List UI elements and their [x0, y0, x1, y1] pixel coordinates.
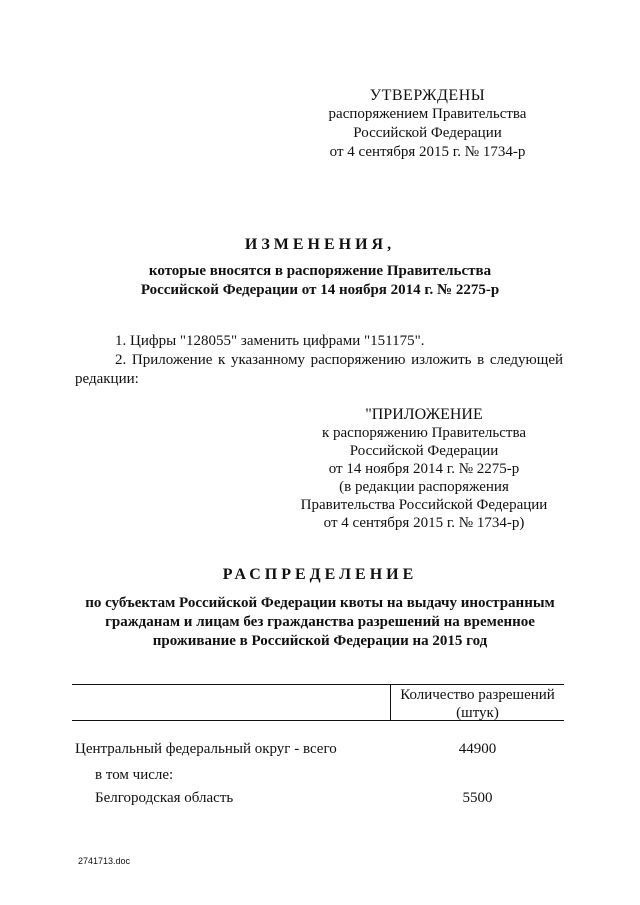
table-row-value: 44900: [458, 741, 497, 757]
table-top-border: [72, 684, 564, 685]
changes-subtitle: [80, 262, 560, 300]
appendix-line-4: (в редакции распоряжения: [339, 479, 509, 495]
distribution-title: РАСПРЕДЕЛЕНИЕ: [222, 566, 418, 583]
approved-line-1: распоряжением Правительства: [328, 106, 527, 122]
column-header-permits: [391, 686, 564, 722]
appendix-line-2: Российской Федерации: [349, 443, 499, 459]
approval-block: [300, 86, 555, 162]
change-item-1: 1. Цифры "128055" заменить цифрами "151175".: [115, 333, 425, 349]
distribution-subtitle-line-3: проживание в Российской Федерации на 2015 год: [152, 633, 488, 649]
changes-subtitle-line-2: Российской Федерации от 14 ноября 2014 г. № 2275-р: [140, 282, 500, 298]
column-header-line-2: (штук): [456, 705, 499, 721]
distribution-subtitle: [70, 594, 570, 651]
distribution-subtitle-line-2: гражданам и лицам без гражданства разрешений на временное: [105, 614, 535, 630]
changes-subtitle-line-1: которые вносятся в распоряжение Правительства: [148, 263, 492, 279]
table-row-value: 5500: [462, 790, 493, 806]
column-header-line-1: Количество разрешений: [400, 687, 555, 703]
table-row-label: Белгородская область: [95, 790, 234, 806]
appendix-block: [290, 406, 558, 532]
approved-line-3: от 4 сентября 2015 г. № 1734-р: [329, 144, 526, 160]
appendix-line-3: от 14 ноября 2014 г. № 2275-р: [328, 461, 520, 477]
change-item-2: 2. Приложение к указанному распоряжению изложить в следующей редакции:: [75, 352, 563, 387]
appendix-heading: "ПРИЛОЖЕНИЕ: [365, 406, 483, 423]
table-row-label: Центральный федеральный округ - всего: [75, 741, 337, 757]
table-row-label: в том числе:: [95, 767, 174, 783]
footer-filename: 2741713.doc: [78, 856, 131, 866]
changes-title: ИЗМЕНЕНИЯ,: [244, 236, 396, 253]
appendix-line-1: к распоряжению Правительства: [321, 425, 526, 441]
appendix-line-6: от 4 сентября 2015 г. № 1734-р): [323, 515, 525, 531]
approved-line-2: Российской Федерации: [353, 125, 502, 141]
appendix-line-5: Правительства Российской Федерации: [300, 497, 548, 513]
approved-heading: УТВЕРЖДЕНЫ: [369, 87, 486, 104]
distribution-subtitle-line-1: по субъектам Российской Федерации квоты на выдачу иностранным: [85, 595, 555, 611]
